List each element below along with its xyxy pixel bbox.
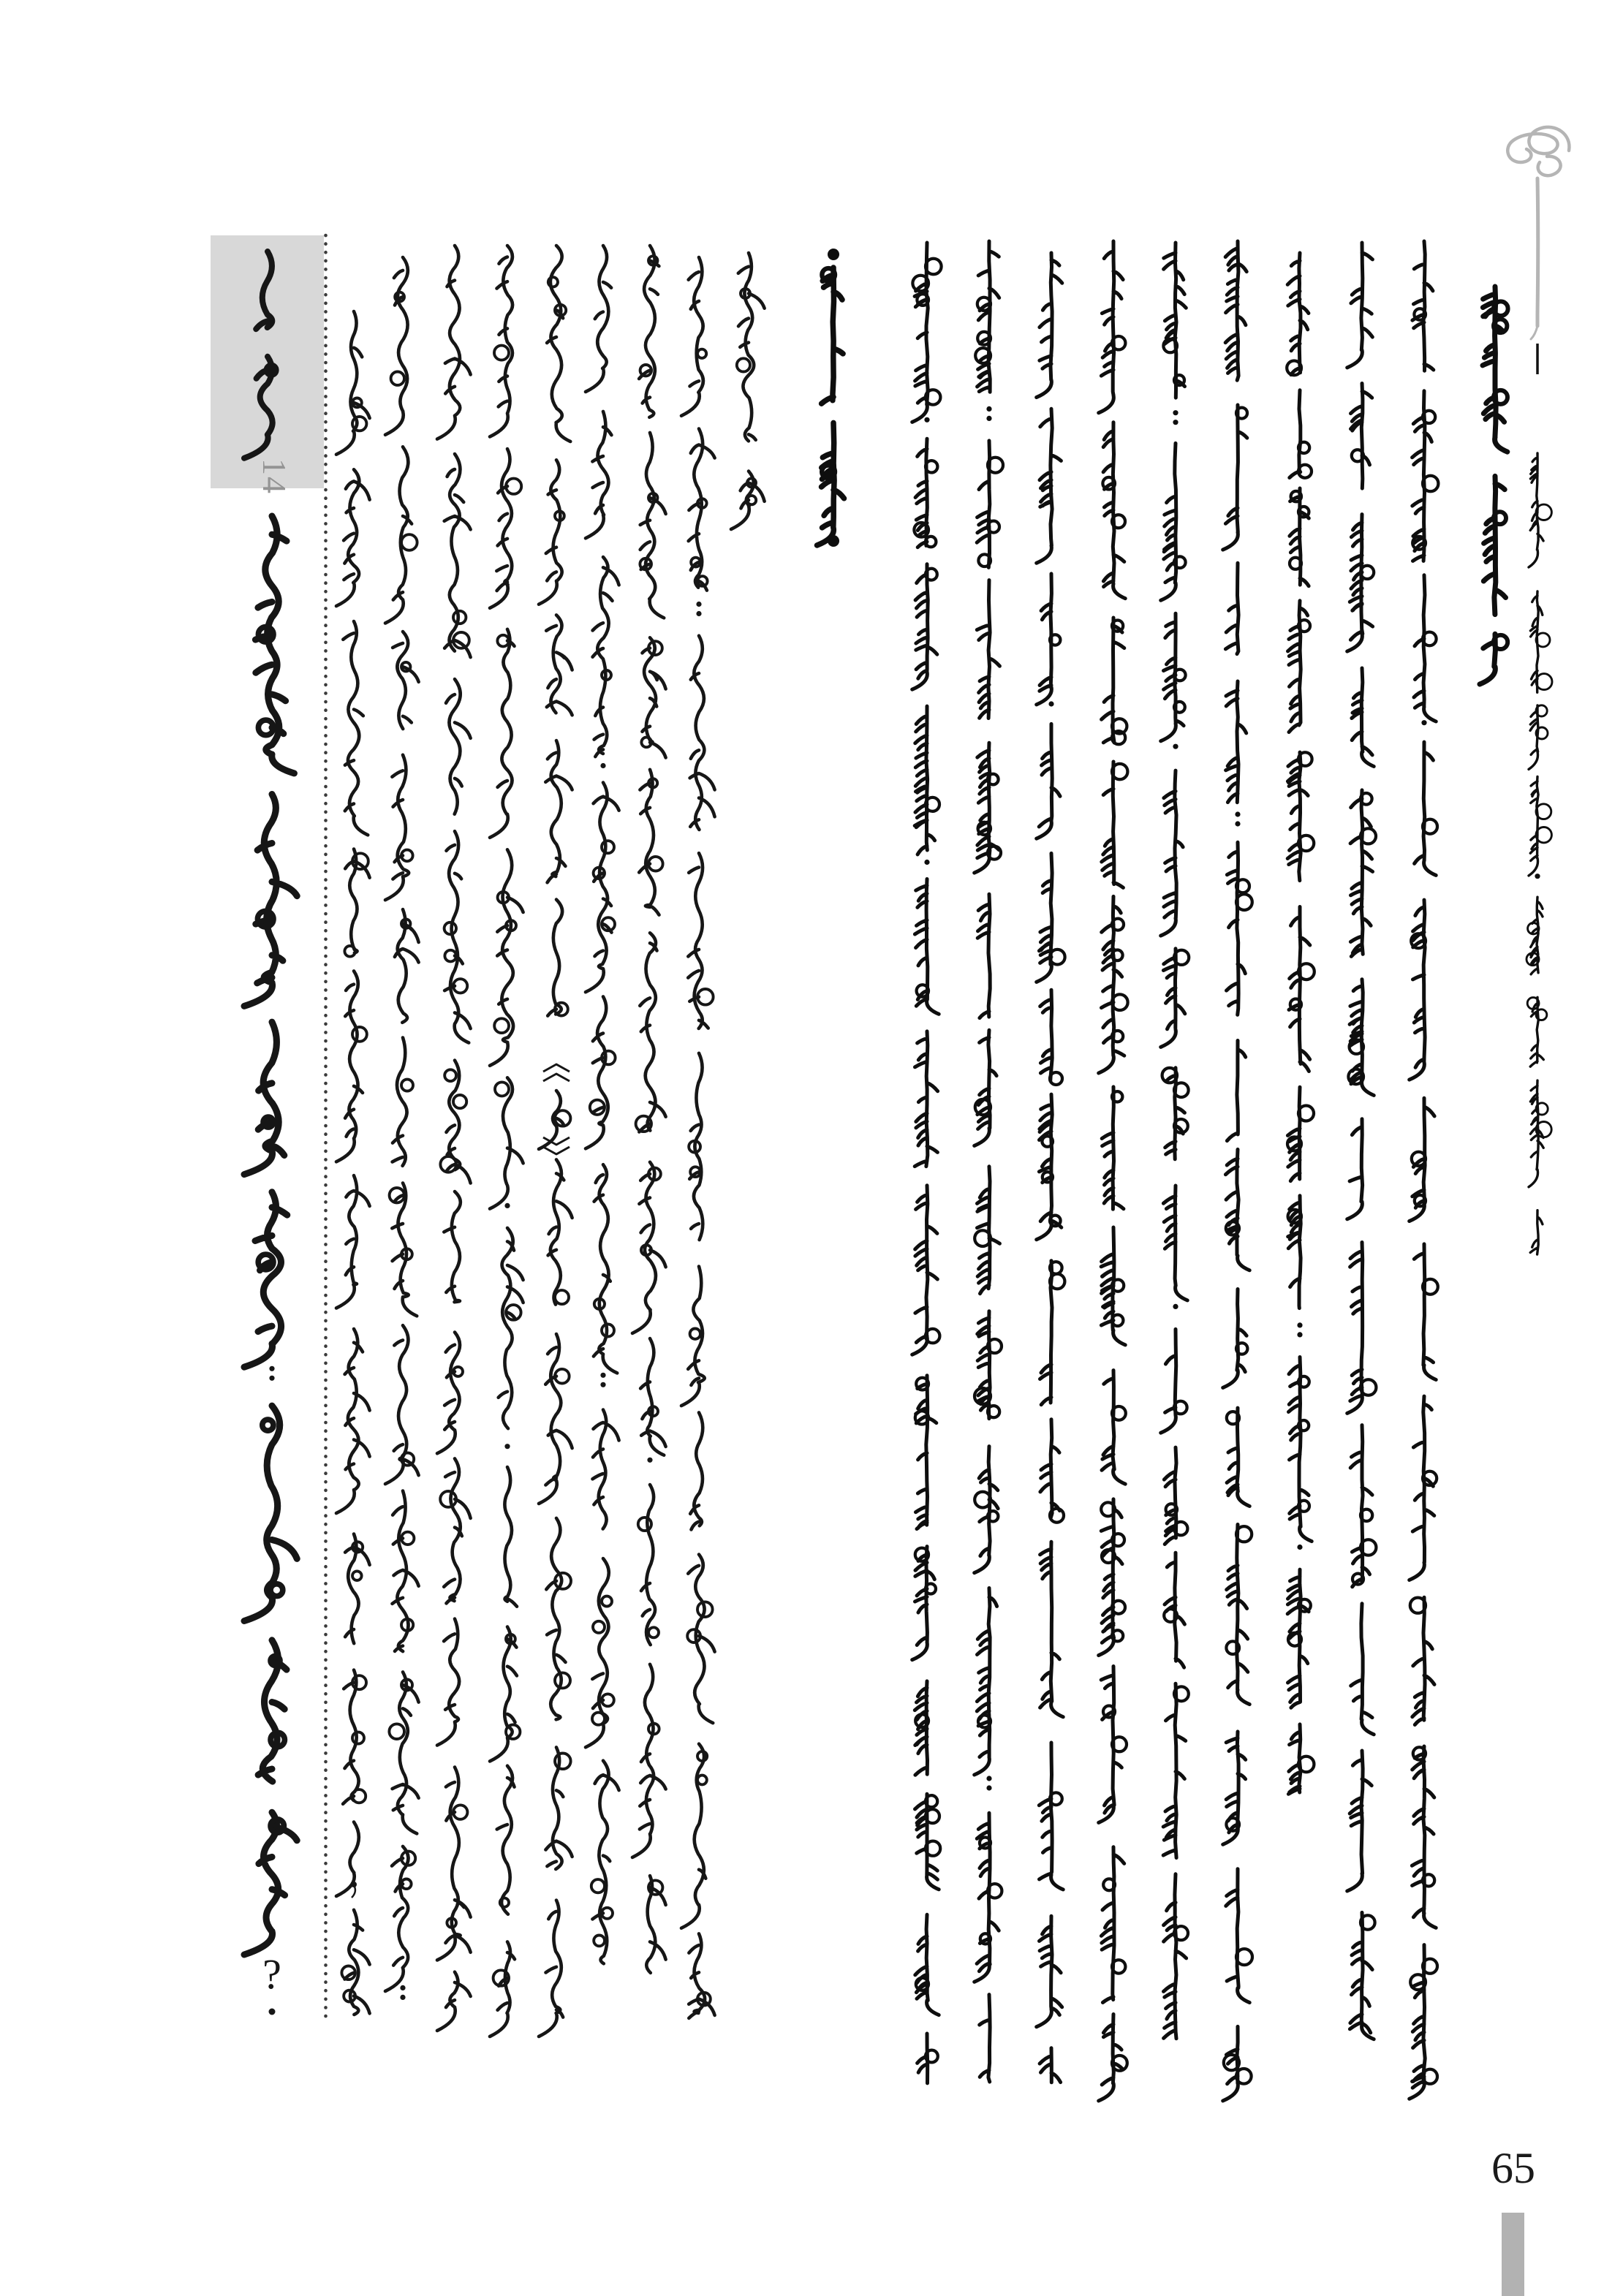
mongolian-text-column: [385, 257, 419, 2000]
mongolian-text-column: [1223, 241, 1252, 2101]
mongolian-text-column: [632, 246, 666, 1973]
page-number: 65: [1491, 2144, 1535, 2192]
question-mark: ?: [262, 1950, 281, 1998]
mongolian-text-column: [817, 249, 844, 547]
script-columns: [244, 241, 1552, 2101]
mongolian-text-column: [681, 257, 715, 2018]
quote-open-mark: [543, 1064, 570, 1081]
mongolian-text-column: [912, 243, 942, 2083]
mongolian-text-column: [586, 246, 619, 1963]
mongolian-text-column: [244, 516, 297, 2015]
bullet-mark: [828, 249, 839, 260]
flourish-ornament-icon: [1507, 127, 1569, 339]
mongolian-text-column: [336, 311, 370, 2015]
mongolian-text-column: [490, 246, 523, 2037]
bullet-mark: [828, 535, 839, 547]
mongolian-text-column: [539, 246, 572, 2037]
mongolian-text-column: [1480, 287, 1508, 684]
mongolian-text-column: [1410, 241, 1439, 2099]
mongolian-text-column: [731, 253, 765, 529]
page-edge-bar: [1502, 2213, 1524, 2296]
mongolian-text-column: [1526, 453, 1552, 1254]
mongolian-text-column: [1161, 243, 1189, 2039]
mongolian-text-column: [437, 246, 471, 2031]
mongolian-text-column: [1287, 253, 1314, 1794]
mongolian-text-column: [1037, 253, 1065, 2083]
mongolian-text-column: [1099, 241, 1128, 2101]
mongolian-text-column: [975, 241, 1003, 2082]
mongolian-text-column: [244, 251, 276, 458]
lesson-number: 14: [256, 458, 294, 495]
comma-mark: [351, 1882, 357, 1887]
mongolian-text-column: [1347, 243, 1377, 2039]
